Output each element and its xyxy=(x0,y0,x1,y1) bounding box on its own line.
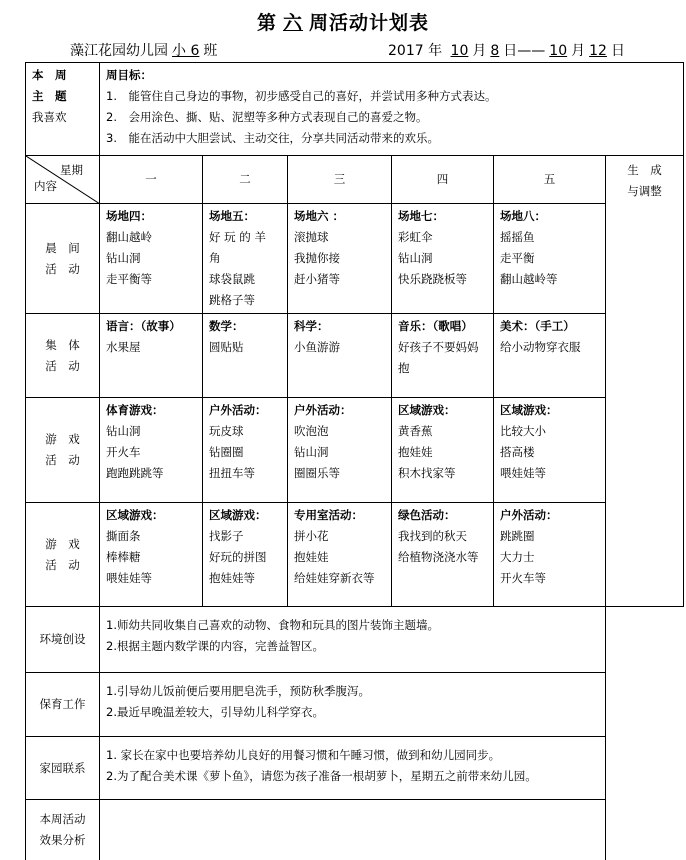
activity-title: 专用室活动： xyxy=(294,508,363,522)
month-char: 月 xyxy=(571,43,586,59)
analysis-label-line: 本周活动 xyxy=(39,811,86,826)
start-month[interactable]: 10 xyxy=(450,43,469,59)
activity-title: 美术：（手工） xyxy=(500,319,575,333)
home-row xyxy=(26,737,684,800)
activity-title: 科学： xyxy=(294,319,329,333)
activity-line: 好玩的拼图 xyxy=(209,550,267,564)
day-char: 日 xyxy=(610,43,625,59)
activity-cell[interactable] xyxy=(288,398,392,503)
activity-line: 喂娃娃等 xyxy=(500,466,546,480)
adjust-label-line2: 与调整 xyxy=(627,184,662,198)
analysis-cell[interactable] xyxy=(100,800,606,860)
row-label: 家园联系 xyxy=(26,737,100,800)
blank-cell xyxy=(606,673,684,737)
activity-row xyxy=(26,314,684,398)
activity-cell[interactable] xyxy=(100,314,203,398)
home-line: 2.为了配合美术课《萝卜鱼》，请您为孩子准备一根胡萝卜，星期五之前带来幼儿园。 xyxy=(106,769,537,783)
activity-title: 场地五： xyxy=(209,209,255,223)
activity-title: 区域游戏： xyxy=(500,403,558,417)
row-label xyxy=(26,503,100,607)
activity-cell[interactable] xyxy=(288,204,392,314)
activity-line: 抱娃娃 xyxy=(398,445,433,459)
activity-line: 水果屋 xyxy=(106,340,141,354)
activity-title: 语言：（故事） xyxy=(106,319,181,333)
end-day[interactable]: 12 xyxy=(589,43,607,59)
activity-line: 扭扭车等 xyxy=(209,466,255,480)
care-line: 2.最近早晚温差较大，引导幼儿科学穿衣。 xyxy=(106,705,324,719)
goal-item: 1. 能管住自己身边的事物，初步感受自己的喜好，并尝试用多种方式表达。 xyxy=(106,89,497,103)
activity-line: 我抛你接 xyxy=(294,251,340,265)
analysis-row xyxy=(26,800,684,860)
activity-line: 钻山洞 xyxy=(398,251,433,265)
activity-cell[interactable] xyxy=(494,398,606,503)
activity-line: 钻山洞 xyxy=(106,424,141,438)
theme-label-line1: 本 周 xyxy=(32,68,67,82)
row-label-line: 游 戏 xyxy=(45,432,80,446)
activity-cell[interactable] xyxy=(494,314,606,398)
activity-line: 黄香蕉 xyxy=(398,424,433,438)
activity-cell[interactable] xyxy=(203,204,288,314)
year-label: 2017 年 xyxy=(388,43,443,59)
activity-cell[interactable] xyxy=(392,204,494,314)
activity-line: 开火车等 xyxy=(500,571,546,585)
activity-line: 拼小花 xyxy=(294,529,329,543)
activity-title: 户外活动： xyxy=(294,403,352,417)
activity-line: 摇摇鱼 xyxy=(500,230,535,244)
activity-line: 彩虹伞 xyxy=(398,230,433,244)
day-header-row xyxy=(26,156,684,204)
activity-line: 走平衡等 xyxy=(106,272,152,286)
row-label xyxy=(26,314,100,398)
activity-title: 音乐：（歌唱） xyxy=(398,319,473,333)
theme-label-cell xyxy=(26,63,100,156)
activity-line: 走平衡 xyxy=(500,251,535,265)
theme-row xyxy=(26,63,684,156)
goals-cell xyxy=(100,63,684,156)
activity-line: 翻山越岭等 xyxy=(500,272,558,286)
activity-line: 跳跳圈 xyxy=(500,529,535,543)
care-row xyxy=(26,673,684,737)
activity-title: 场地七： xyxy=(398,209,444,223)
activity-cell[interactable] xyxy=(100,503,203,607)
goal-item: 3. 能在活动中大胆尝试、主动交往，分享共同活动带来的欢乐。 xyxy=(106,131,439,145)
class-name[interactable]: 小 6 xyxy=(172,43,200,59)
row-label-line: 活 动 xyxy=(45,358,80,373)
day-char: 日 xyxy=(503,43,518,59)
dash: —— xyxy=(517,43,546,59)
activity-cell[interactable] xyxy=(203,503,288,607)
row-label-line: 游 戏 xyxy=(45,536,80,551)
activity-line: 球袋鼠跳 xyxy=(209,272,255,286)
blank-cell xyxy=(606,607,684,673)
activity-line: 好孩子不要妈妈 xyxy=(398,340,479,354)
activity-cell[interactable] xyxy=(100,204,203,314)
activity-line: 圈圈乐等 xyxy=(294,466,340,480)
adjust-label-line1: 生 成 xyxy=(627,163,662,177)
row-label xyxy=(26,204,100,314)
activity-line: 翻山越岭 xyxy=(106,230,152,244)
goal-item: 2. 会用涂色、撕、贴、泥塑等多种方式表现自己的喜爱之物。 xyxy=(106,110,428,124)
activity-title: 户外活动： xyxy=(500,508,558,522)
activity-line: 吹泡泡 xyxy=(294,424,329,438)
activity-line: 跳格子等 xyxy=(209,293,255,307)
activity-line: 给植物浇浇水等 xyxy=(398,550,479,564)
corner-content: 内容 xyxy=(34,179,57,193)
school-class xyxy=(70,40,217,60)
activity-line: 给娃娃穿新衣等 xyxy=(294,571,375,585)
title-suffix: 周活动计划表 xyxy=(309,12,430,34)
activity-line: 喂娃娃等 xyxy=(106,571,152,585)
activity-line: 积木找家等 xyxy=(398,466,456,480)
activity-line: 钻山洞 xyxy=(294,445,329,459)
adjust-column xyxy=(606,156,684,607)
class-suffix: 班 xyxy=(203,43,218,59)
activity-title: 区域游戏： xyxy=(398,403,456,417)
day-header: 四 xyxy=(392,156,494,204)
row-label xyxy=(26,800,100,860)
school-name: 藻江花园幼儿园 xyxy=(70,43,168,59)
corner-cell xyxy=(26,156,100,204)
row-label xyxy=(26,398,100,503)
corner-weekday: 星期 xyxy=(60,163,83,177)
activity-line: 小鱼游游 xyxy=(294,340,340,354)
activity-title: 区域游戏： xyxy=(106,508,164,522)
activity-title: 场地四： xyxy=(106,209,152,223)
date-range xyxy=(388,40,625,60)
activity-line: 开火车 xyxy=(106,445,141,459)
activity-title: 场地八： xyxy=(500,209,546,223)
row-label-line: 集 体 xyxy=(45,337,80,352)
activity-line: 滚抛球 xyxy=(294,230,329,244)
activity-line: 好 玩 的 羊 角 xyxy=(209,230,266,265)
activity-line: 抱 xyxy=(398,361,410,375)
activity-line: 圆贴贴 xyxy=(209,340,244,354)
activity-title: 绿色活动： xyxy=(398,508,456,522)
activity-line: 抱娃娃等 xyxy=(209,571,255,585)
activity-row xyxy=(26,503,684,607)
day-header: 五 xyxy=(494,156,606,204)
goals-title: 周目标： xyxy=(106,68,152,82)
row-label-line: 活 动 xyxy=(45,453,80,467)
activity-line: 大力士 xyxy=(500,550,535,564)
activity-cell[interactable] xyxy=(100,398,203,503)
activity-line: 棒棒糖 xyxy=(106,550,141,564)
activity-title: 区域游戏： xyxy=(209,508,267,522)
month-char: 月 xyxy=(472,43,487,59)
activity-line: 比较大小 xyxy=(500,424,546,438)
activity-line: 赶小猪等 xyxy=(294,272,340,286)
row-label: 保育工作 xyxy=(26,673,100,737)
activity-row xyxy=(26,204,684,314)
activity-title: 数学： xyxy=(209,319,244,333)
activity-cell[interactable] xyxy=(494,204,606,314)
activity-cell[interactable] xyxy=(288,314,392,398)
activity-line: 给小动物穿衣服 xyxy=(500,340,581,354)
activity-title: 场地六 ： xyxy=(294,209,345,223)
activity-line: 找影子 xyxy=(209,529,244,543)
activity-line: 跑跑跳跳等 xyxy=(106,466,164,480)
activity-cell[interactable] xyxy=(392,398,494,503)
row-label-line: 活 动 xyxy=(45,261,80,276)
activity-cell[interactable] xyxy=(288,503,392,607)
row-label-line: 活 动 xyxy=(45,557,80,572)
blank-cell xyxy=(606,737,684,800)
environment-line: 1.师幼共同收集自己喜欢的动物、食物和玩具的图片装饰主题墙。 xyxy=(106,618,439,632)
care-line: 1.引导幼儿饭前便后要用肥皂洗手，预防秋季腹泻。 xyxy=(106,684,370,698)
activity-cell[interactable] xyxy=(392,503,494,607)
activity-line: 我找到的秋天 xyxy=(398,529,467,543)
activity-line: 抱娃娃 xyxy=(294,550,329,564)
theme-label-line2: 主 题 xyxy=(32,89,67,103)
activity-title: 户外活动： xyxy=(209,403,267,417)
care-cell[interactable] xyxy=(100,673,606,737)
environment-line: 2.根据主题内数学课的内容，完善益智区。 xyxy=(106,639,324,653)
page-title xyxy=(0,8,686,35)
activity-line: 搭高楼 xyxy=(500,445,535,459)
analysis-label-line: 效果分析 xyxy=(39,832,86,847)
row-label: 环境创设 xyxy=(26,607,100,673)
activity-line: 玩皮球 xyxy=(209,424,244,438)
environment-cell[interactable] xyxy=(100,607,606,673)
activity-line: 撕面条 xyxy=(106,529,141,543)
activity-line: 快乐跷跷板等 xyxy=(398,272,467,286)
end-month[interactable]: 10 xyxy=(549,43,568,59)
day-header: 二 xyxy=(203,156,288,204)
activity-cell[interactable] xyxy=(203,398,288,503)
environment-row xyxy=(26,607,684,673)
home-line: 1. 家长在家中也要培养幼儿良好的用餐习惯和午睡习惯，做到和幼儿园同步。 xyxy=(106,748,501,762)
activity-cell[interactable] xyxy=(203,314,288,398)
blank-cell xyxy=(606,800,684,860)
activity-cell[interactable] xyxy=(392,314,494,398)
day-header: 三 xyxy=(288,156,392,204)
week-number[interactable]: 六 xyxy=(282,12,303,34)
home-cell[interactable] xyxy=(100,737,606,800)
start-day[interactable]: 8 xyxy=(490,43,500,59)
activity-line: 钻山洞 xyxy=(106,251,141,265)
activity-row xyxy=(26,398,684,503)
title-prefix: 第 xyxy=(256,12,277,34)
activity-title: 体育游戏： xyxy=(106,403,164,417)
plan-table xyxy=(25,62,684,860)
day-header: 一 xyxy=(100,156,203,204)
activity-line: 钻圈圈 xyxy=(209,445,244,459)
theme-name: 我喜欢 xyxy=(32,110,67,124)
row-label-line: 晨 间 xyxy=(45,240,80,255)
activity-cell[interactable] xyxy=(494,503,606,607)
